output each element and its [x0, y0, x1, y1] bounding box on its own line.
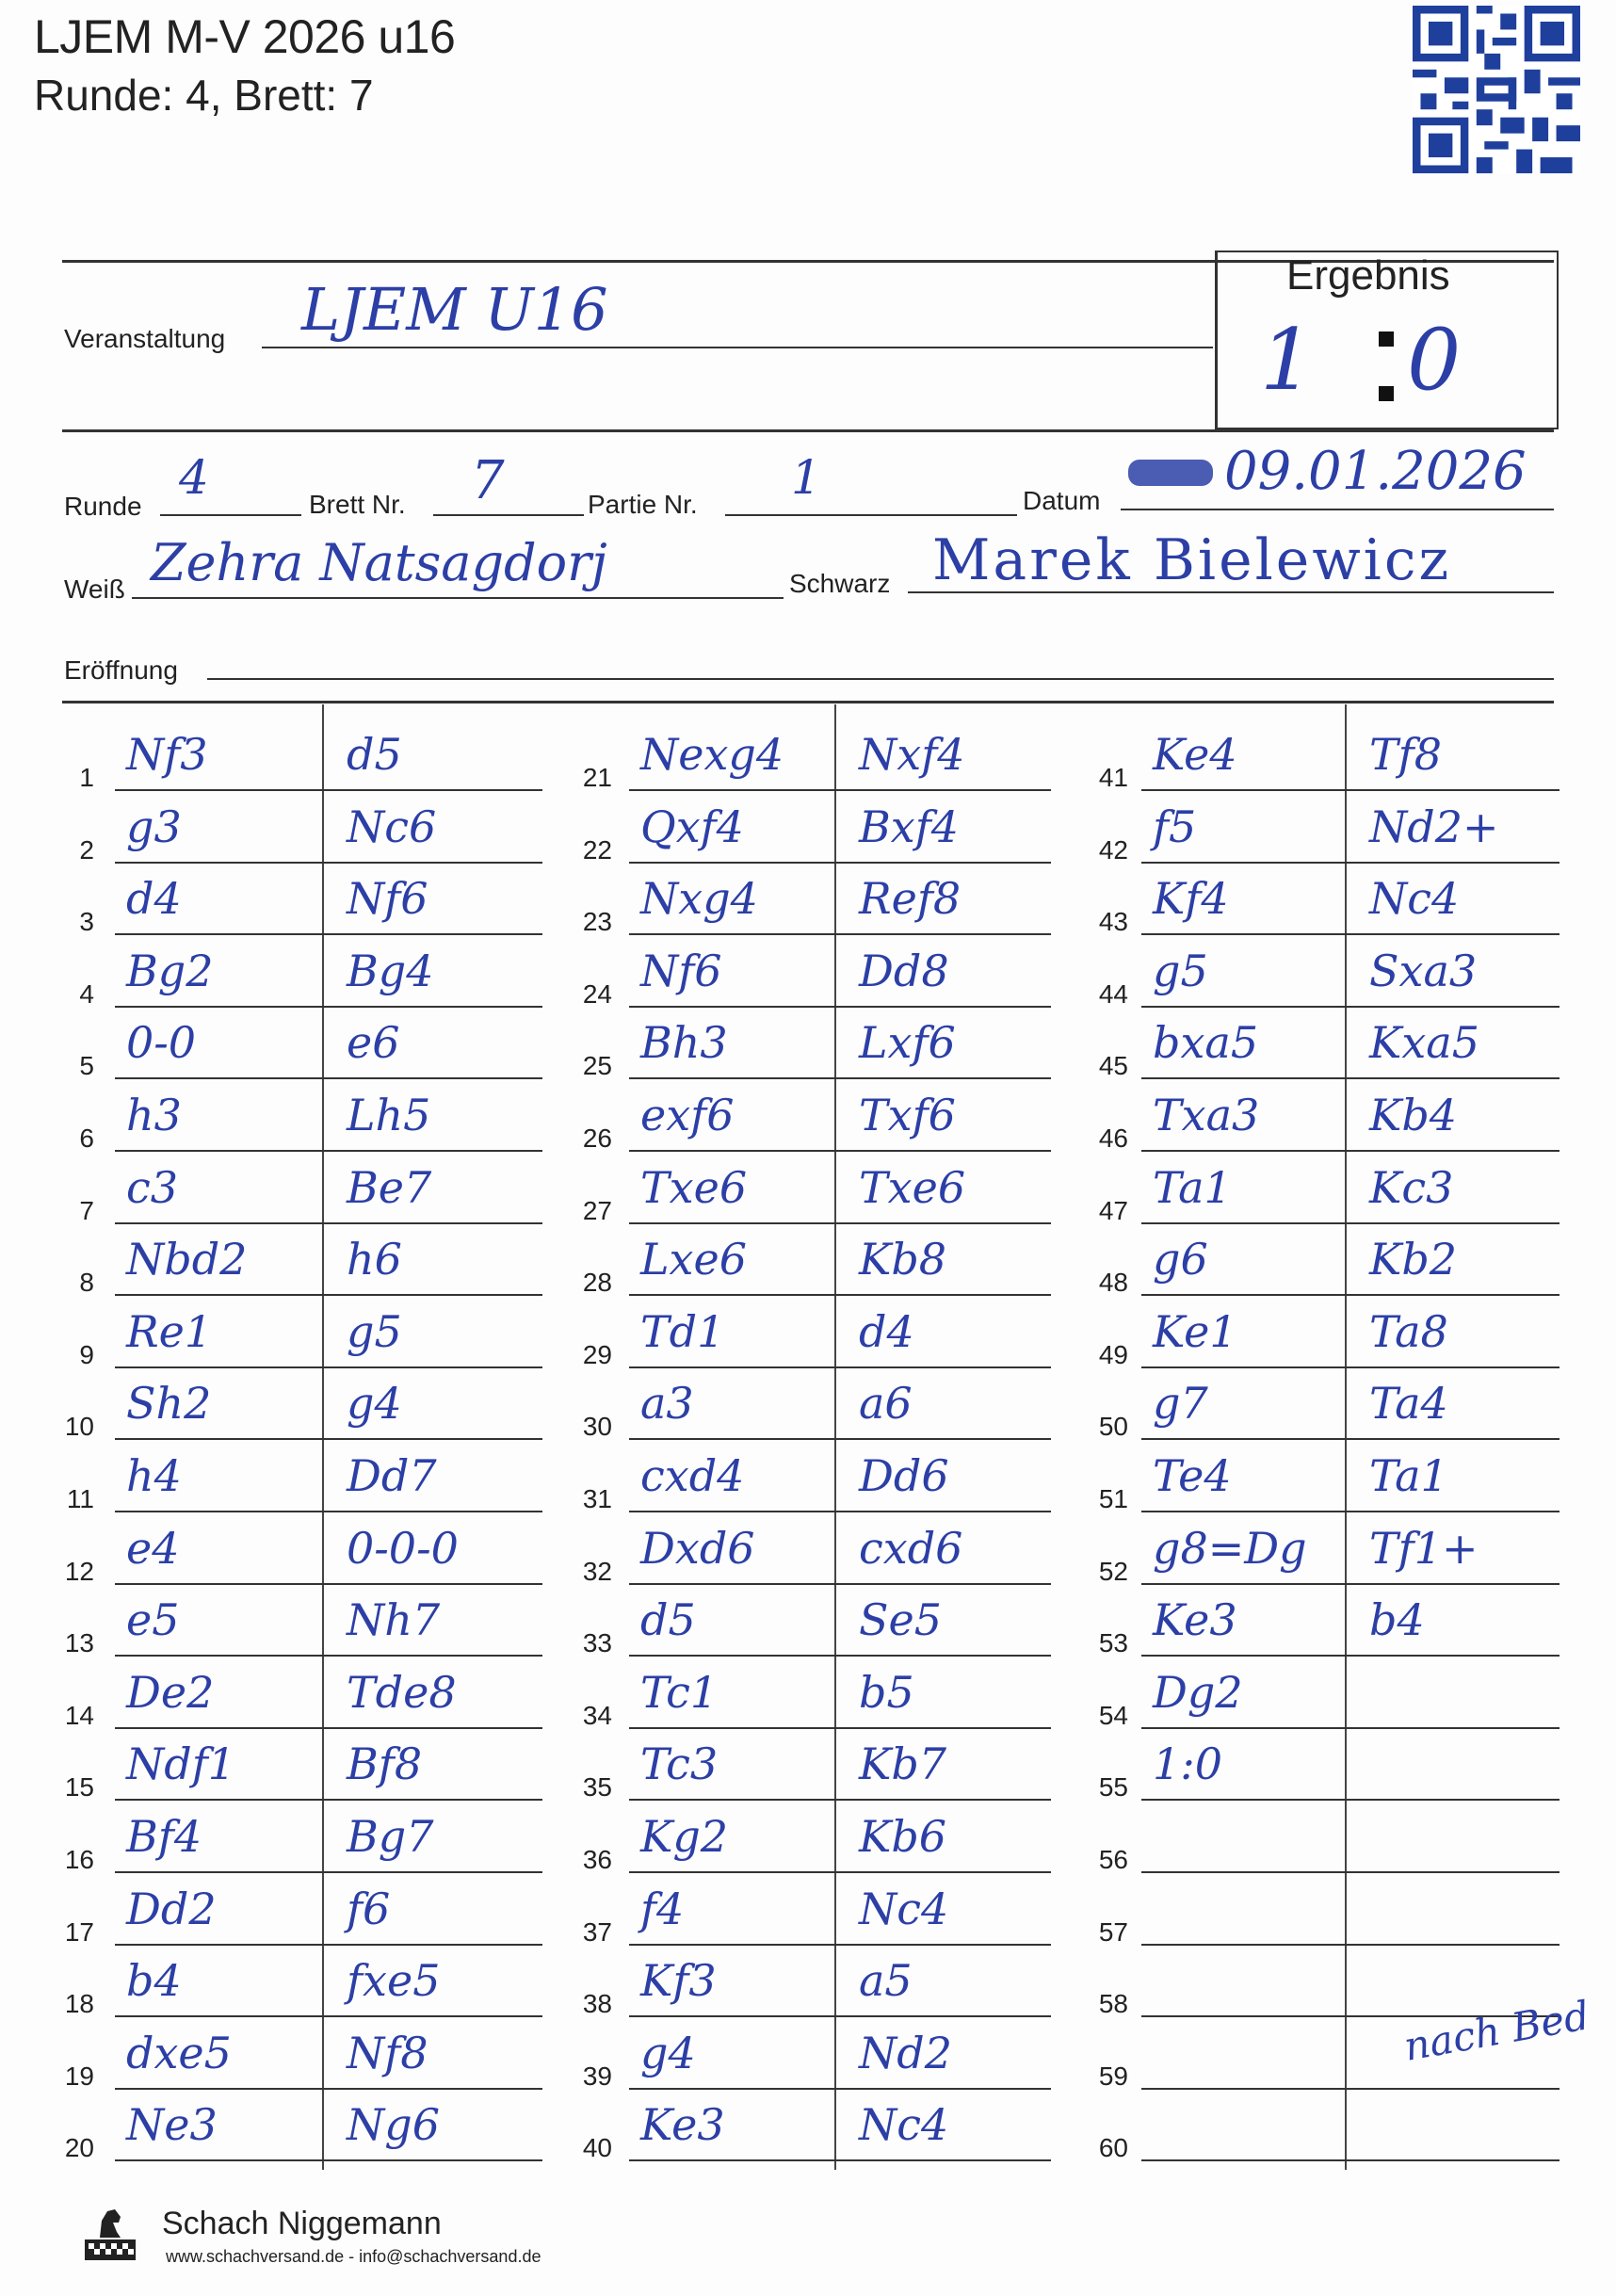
white-move: g6 — [1153, 1234, 1208, 1285]
move-number: 1 — [79, 763, 94, 792]
white-move: Kf3 — [640, 1955, 717, 2007]
black-move: Nf6 — [347, 873, 428, 925]
game-line — [725, 514, 1017, 516]
move-row-line — [115, 1655, 542, 1657]
move-number: 34 — [582, 1700, 612, 1730]
event-line — [262, 347, 1213, 348]
white-player: Zehra Natsagdorj — [151, 533, 607, 592]
black-move: a5 — [859, 1955, 913, 2007]
move-number: 28 — [582, 1268, 612, 1298]
black-move: Bf8 — [347, 1738, 423, 1790]
move-number: 47 — [1098, 1195, 1128, 1225]
event-value: LJEM U16 — [301, 275, 608, 344]
move-row-line — [629, 933, 1051, 935]
board-label: Brett Nr. — [309, 490, 406, 519]
white-move: Nxg4 — [640, 873, 758, 925]
move-row-line — [115, 1222, 542, 1224]
move-row-line — [115, 1944, 542, 1946]
date-label: Datum — [1023, 486, 1101, 515]
white-move: Lxe6 — [640, 1234, 747, 1285]
black-move: Nf8 — [347, 2027, 428, 2078]
move-number: 17 — [64, 1916, 94, 1947]
move-row-line — [629, 1006, 1051, 1008]
result-colon-dot-top — [1379, 331, 1394, 347]
moves-column-divider — [322, 704, 324, 2170]
black-move: d4 — [859, 1305, 914, 1357]
qr-code-icon — [1413, 6, 1580, 173]
white-move: Ke3 — [1153, 1594, 1237, 1646]
move-number: 30 — [582, 1412, 612, 1442]
white-move: bxa5 — [1153, 1017, 1259, 1069]
move-number: 29 — [582, 1339, 612, 1369]
black-label: Schwarz — [789, 569, 891, 598]
black-move: Nc4 — [1369, 873, 1460, 925]
move-row-line — [629, 2015, 1051, 2017]
sheet-subtitle: Runde: 4, Brett: 7 — [34, 71, 374, 120]
black-move: Kb7 — [859, 1738, 947, 1790]
white-move: Qxf4 — [640, 800, 744, 852]
white-move: e5 — [126, 1594, 180, 1646]
move-number: 33 — [582, 1628, 612, 1658]
black-move: Tde8 — [347, 1666, 457, 1718]
move-number: 23 — [582, 907, 612, 937]
move-number: 46 — [1098, 1124, 1128, 1153]
black-move: Ta4 — [1369, 1378, 1448, 1430]
white-move: Ndf1 — [126, 1738, 235, 1790]
black-move: fxe5 — [347, 1955, 441, 2007]
black-move: Ta8 — [1369, 1305, 1448, 1357]
white-move: dxe5 — [126, 2027, 232, 2078]
black-move: a6 — [859, 1378, 913, 1430]
move-number: 8 — [79, 1268, 94, 1298]
move-row-line — [629, 1944, 1051, 1946]
footer-contact: www.schachversand.de - info@schachversand.de — [166, 2247, 541, 2266]
black-move: Kb4 — [1369, 1090, 1458, 1140]
result-label: Ergebnis — [1286, 252, 1450, 299]
move-row-line — [115, 1366, 542, 1368]
move-number: 51 — [1098, 1484, 1128, 1513]
move-row-line — [115, 1438, 542, 1440]
move-row-line — [1141, 789, 1559, 791]
move-row-line — [115, 1294, 542, 1296]
move-number: 3 — [79, 907, 94, 937]
moves-column-divider — [1345, 704, 1347, 2170]
move-row-line — [1141, 933, 1559, 935]
move-row-line — [115, 2159, 542, 2161]
move-number: 35 — [582, 1772, 612, 1803]
form-mid-rule — [62, 429, 1554, 432]
white-move: Ta1 — [1153, 1161, 1232, 1213]
move-row-line — [115, 862, 542, 864]
white-move: De2 — [126, 1666, 215, 1718]
move-row-line — [629, 1222, 1051, 1224]
move-number: 40 — [582, 2133, 612, 2163]
move-number: 9 — [79, 1339, 94, 1369]
white-move: Nbd2 — [126, 1234, 248, 1285]
black-move: Bg4 — [347, 945, 434, 996]
white-move: Ke4 — [1153, 729, 1237, 780]
black-move: Be7 — [347, 1161, 432, 1213]
white-move: d4 — [126, 873, 182, 925]
black-move: Kc3 — [1369, 1161, 1454, 1213]
black-move: f6 — [347, 1883, 391, 1934]
white-move: g4 — [640, 2027, 696, 2078]
white-move: h3 — [126, 1090, 182, 1140]
move-row-line — [629, 1583, 1051, 1585]
move-row-line — [629, 789, 1051, 791]
opening-label: Eröffnung — [64, 655, 178, 685]
black-move: Kxa5 — [1369, 1017, 1479, 1069]
move-row-line — [629, 1727, 1051, 1729]
white-move: b4 — [126, 1955, 182, 2007]
move-row-line — [629, 1871, 1051, 1873]
black-move: Txf6 — [859, 1090, 956, 1140]
white-move: Nf3 — [126, 729, 208, 780]
white-move: d5 — [640, 1594, 696, 1646]
white-move: g7 — [1153, 1378, 1208, 1430]
result-black: 0 — [1407, 311, 1462, 410]
move-row-line — [1141, 1511, 1559, 1512]
white-move: Kf4 — [1153, 873, 1229, 925]
move-number: 19 — [64, 2061, 94, 2091]
move-number: 4 — [79, 978, 94, 1009]
white-move: Td1 — [640, 1305, 725, 1357]
move-number: 21 — [582, 763, 612, 792]
move-number: 42 — [1098, 834, 1128, 865]
move-row-line — [1141, 1799, 1559, 1801]
black-move: Bxf4 — [859, 800, 960, 852]
move-number: 60 — [1098, 2133, 1128, 2163]
move-number: 31 — [582, 1484, 612, 1513]
move-row-line — [1141, 2088, 1559, 2090]
white-move: c3 — [126, 1161, 179, 1213]
move-row-line — [1141, 1006, 1559, 1008]
white-move: Txa3 — [1153, 1090, 1260, 1140]
white-move: Nf6 — [640, 945, 722, 996]
move-row-line — [1141, 2159, 1559, 2161]
white-move: Tc1 — [640, 1666, 719, 1718]
white-move: Tc3 — [640, 1738, 719, 1790]
move-number: 11 — [66, 1484, 94, 1513]
white-move: Dd2 — [126, 1883, 217, 1934]
black-move: Nc6 — [347, 800, 437, 852]
white-move: f5 — [1153, 800, 1197, 852]
move-number: 53 — [1098, 1628, 1128, 1658]
move-row-line — [115, 2015, 542, 2017]
white-move: Dxd6 — [640, 1522, 755, 1574]
move-number: 2 — [79, 834, 94, 865]
black-move: Nd2 — [859, 2027, 952, 2078]
move-number: 15 — [64, 1772, 94, 1803]
event-label: Veranstaltung — [64, 324, 226, 353]
move-number: 27 — [582, 1195, 612, 1225]
move-row-line — [629, 2159, 1051, 2161]
move-row-line — [115, 933, 542, 935]
moves-top-rule — [62, 701, 1554, 703]
black-move: Nc4 — [859, 2099, 949, 2151]
move-row-line — [629, 1077, 1051, 1079]
moves-column-divider — [834, 704, 836, 2170]
chess-knight-logo-icon — [79, 2202, 141, 2264]
board-line — [433, 514, 584, 516]
result-colon-dot-bottom — [1379, 386, 1394, 401]
move-row-line — [115, 1150, 542, 1152]
move-row-line — [629, 2088, 1051, 2090]
black-move: g4 — [347, 1378, 402, 1430]
white-move: Sh2 — [126, 1378, 212, 1430]
move-row-line — [115, 1511, 542, 1512]
white-move: g3 — [126, 800, 182, 852]
footer-brand: Schach Niggemann — [162, 2206, 442, 2241]
move-number: 12 — [64, 1556, 94, 1586]
white-move: cxd4 — [640, 1450, 745, 1501]
white-line — [132, 597, 784, 599]
move-row-line — [1141, 1438, 1559, 1440]
move-row-line — [1141, 1944, 1559, 1946]
move-number: 48 — [1098, 1268, 1128, 1298]
black-move: Kb2 — [1369, 1234, 1458, 1285]
move-row-line — [1141, 1583, 1559, 1585]
white-move: h4 — [126, 1450, 182, 1501]
black-move: Tf1+ — [1369, 1522, 1479, 1574]
move-number: 18 — [64, 1989, 94, 2019]
move-number: 5 — [79, 1051, 94, 1081]
move-number: 58 — [1098, 1989, 1128, 2019]
move-row-line — [1141, 1366, 1559, 1368]
opening-line — [207, 678, 1554, 680]
move-row-line — [629, 1366, 1051, 1368]
move-number: 25 — [582, 1051, 612, 1081]
move-number: 54 — [1098, 1700, 1128, 1730]
move-row-line — [1141, 1077, 1559, 1079]
move-number: 39 — [582, 2061, 612, 2091]
black-move: Lh5 — [347, 1090, 431, 1140]
move-row-line — [1141, 1871, 1559, 1873]
black-move: 0-0-0 — [347, 1522, 459, 1574]
move-row-line — [629, 1511, 1051, 1512]
move-number: 49 — [1098, 1339, 1128, 1369]
move-row-line — [1141, 1222, 1559, 1224]
black-move: h6 — [347, 1234, 402, 1285]
black-move: Dd7 — [347, 1450, 437, 1501]
white-move: Ne3 — [126, 2099, 218, 2151]
white-move: Bh3 — [640, 1017, 728, 1069]
black-move: Nc4 — [859, 1883, 949, 1934]
move-row-line — [115, 1871, 542, 1873]
round-line — [160, 514, 301, 516]
black-move: Dd6 — [859, 1450, 949, 1501]
move-number: 22 — [582, 834, 612, 865]
white-move: exf6 — [640, 1090, 735, 1140]
black-move: Nd2+ — [1369, 800, 1499, 852]
black-move: Ta1 — [1369, 1450, 1448, 1501]
white-move: Kg2 — [640, 1811, 729, 1862]
white-move: Dg2 — [1153, 1666, 1243, 1718]
move-row-line — [115, 1727, 542, 1729]
move-row-line — [629, 1294, 1051, 1296]
white-move: Te4 — [1153, 1450, 1232, 1501]
move-number: 16 — [64, 1845, 94, 1874]
black-move: Kb8 — [859, 1234, 947, 1285]
black-move: Tf8 — [1369, 729, 1442, 780]
white-move: Bf4 — [126, 1811, 202, 1862]
move-row-line — [629, 1655, 1051, 1657]
move-number: 56 — [1098, 1845, 1128, 1874]
black-move: Bg7 — [347, 1811, 434, 1862]
black-player: Marek Bielewicz — [932, 527, 1452, 593]
move-row-line — [629, 862, 1051, 864]
black-move: Dd8 — [859, 945, 949, 996]
move-number: 32 — [582, 1556, 612, 1586]
result-white: 1 — [1260, 311, 1315, 410]
white-move: f4 — [640, 1883, 685, 1934]
black-move: Nh7 — [347, 1594, 441, 1646]
move-row-line — [629, 1799, 1051, 1801]
move-number: 45 — [1098, 1051, 1128, 1081]
move-number: 13 — [64, 1628, 94, 1658]
move-number: 10 — [64, 1412, 94, 1442]
white-move: Bg2 — [126, 945, 214, 996]
move-number: 52 — [1098, 1556, 1128, 1586]
move-number: 43 — [1098, 907, 1128, 937]
white-move: a3 — [640, 1378, 694, 1430]
move-number: 20 — [64, 2133, 94, 2163]
white-move: 1:0 — [1153, 1738, 1223, 1790]
black-move: b4 — [1369, 1594, 1425, 1646]
black-move: d5 — [347, 729, 402, 780]
round-value: 4 — [179, 450, 209, 505]
black-move: g5 — [347, 1305, 402, 1357]
white-move: Txe6 — [640, 1161, 748, 1213]
black-move: Ref8 — [859, 873, 962, 925]
move-number: 55 — [1098, 1772, 1128, 1803]
move-row-line — [1141, 1150, 1559, 1152]
move-row-line — [1141, 1294, 1559, 1296]
date-value: 09.01.2026 — [1224, 441, 1527, 502]
white-move: 0-0 — [126, 1017, 197, 1069]
black-move: Txe6 — [859, 1161, 966, 1213]
move-number: 37 — [582, 1916, 612, 1947]
move-number: 26 — [582, 1124, 612, 1153]
game-label: Partie Nr. — [588, 490, 698, 519]
move-number: 6 — [79, 1124, 94, 1153]
black-move: b5 — [859, 1666, 914, 1718]
move-row-line — [115, 1006, 542, 1008]
move-number: 44 — [1098, 978, 1128, 1009]
move-number: 38 — [582, 1989, 612, 2019]
black-move: Ng6 — [347, 2099, 440, 2151]
move-row-line — [1141, 1655, 1559, 1657]
sheet-title: LJEM M-V 2026 u16 — [34, 10, 456, 63]
date-line — [1121, 509, 1554, 510]
move-row-line — [115, 2088, 542, 2090]
black-move: e6 — [347, 1017, 400, 1069]
move-number: 36 — [582, 1845, 612, 1874]
black-move: Se5 — [859, 1594, 943, 1646]
move-row-line — [1141, 862, 1559, 864]
white-move: Re1 — [126, 1305, 213, 1357]
black-move: Nxf4 — [859, 729, 965, 780]
black-move: cxd6 — [859, 1522, 963, 1574]
white-label: Weiß — [64, 574, 125, 604]
move-number: 50 — [1098, 1412, 1128, 1442]
move-row-line — [115, 1799, 542, 1801]
move-number: 41 — [1098, 763, 1128, 792]
move-row-line — [115, 1583, 542, 1585]
black-move: Lxf6 — [859, 1017, 956, 1069]
white-move: Ke1 — [1153, 1305, 1237, 1357]
white-move: g5 — [1153, 945, 1208, 996]
game-value: 1 — [791, 450, 821, 505]
move-number: 57 — [1098, 1916, 1128, 1947]
move-row-line — [629, 1438, 1051, 1440]
white-move: Ke3 — [640, 2099, 725, 2151]
crossed-out-scribble — [1128, 460, 1213, 486]
move-number: 24 — [582, 978, 612, 1009]
white-move: Nexg4 — [640, 729, 784, 780]
round-label: Runde — [64, 492, 142, 521]
black-move: Sxa3 — [1369, 945, 1478, 996]
white-move: g8=Dg — [1153, 1522, 1307, 1574]
white-move: e4 — [126, 1522, 180, 1574]
move-row-line — [115, 1077, 542, 1079]
board-value: 7 — [471, 450, 505, 511]
move-number: 59 — [1098, 2061, 1128, 2091]
move-number: 14 — [64, 1700, 94, 1730]
move-row-line — [1141, 1727, 1559, 1729]
move-row-line — [629, 1150, 1051, 1152]
side-note: nach Bed — [1400, 1992, 1593, 2070]
move-row-line — [115, 789, 542, 791]
black-move: Kb6 — [859, 1811, 947, 1862]
move-number: 7 — [79, 1195, 94, 1225]
